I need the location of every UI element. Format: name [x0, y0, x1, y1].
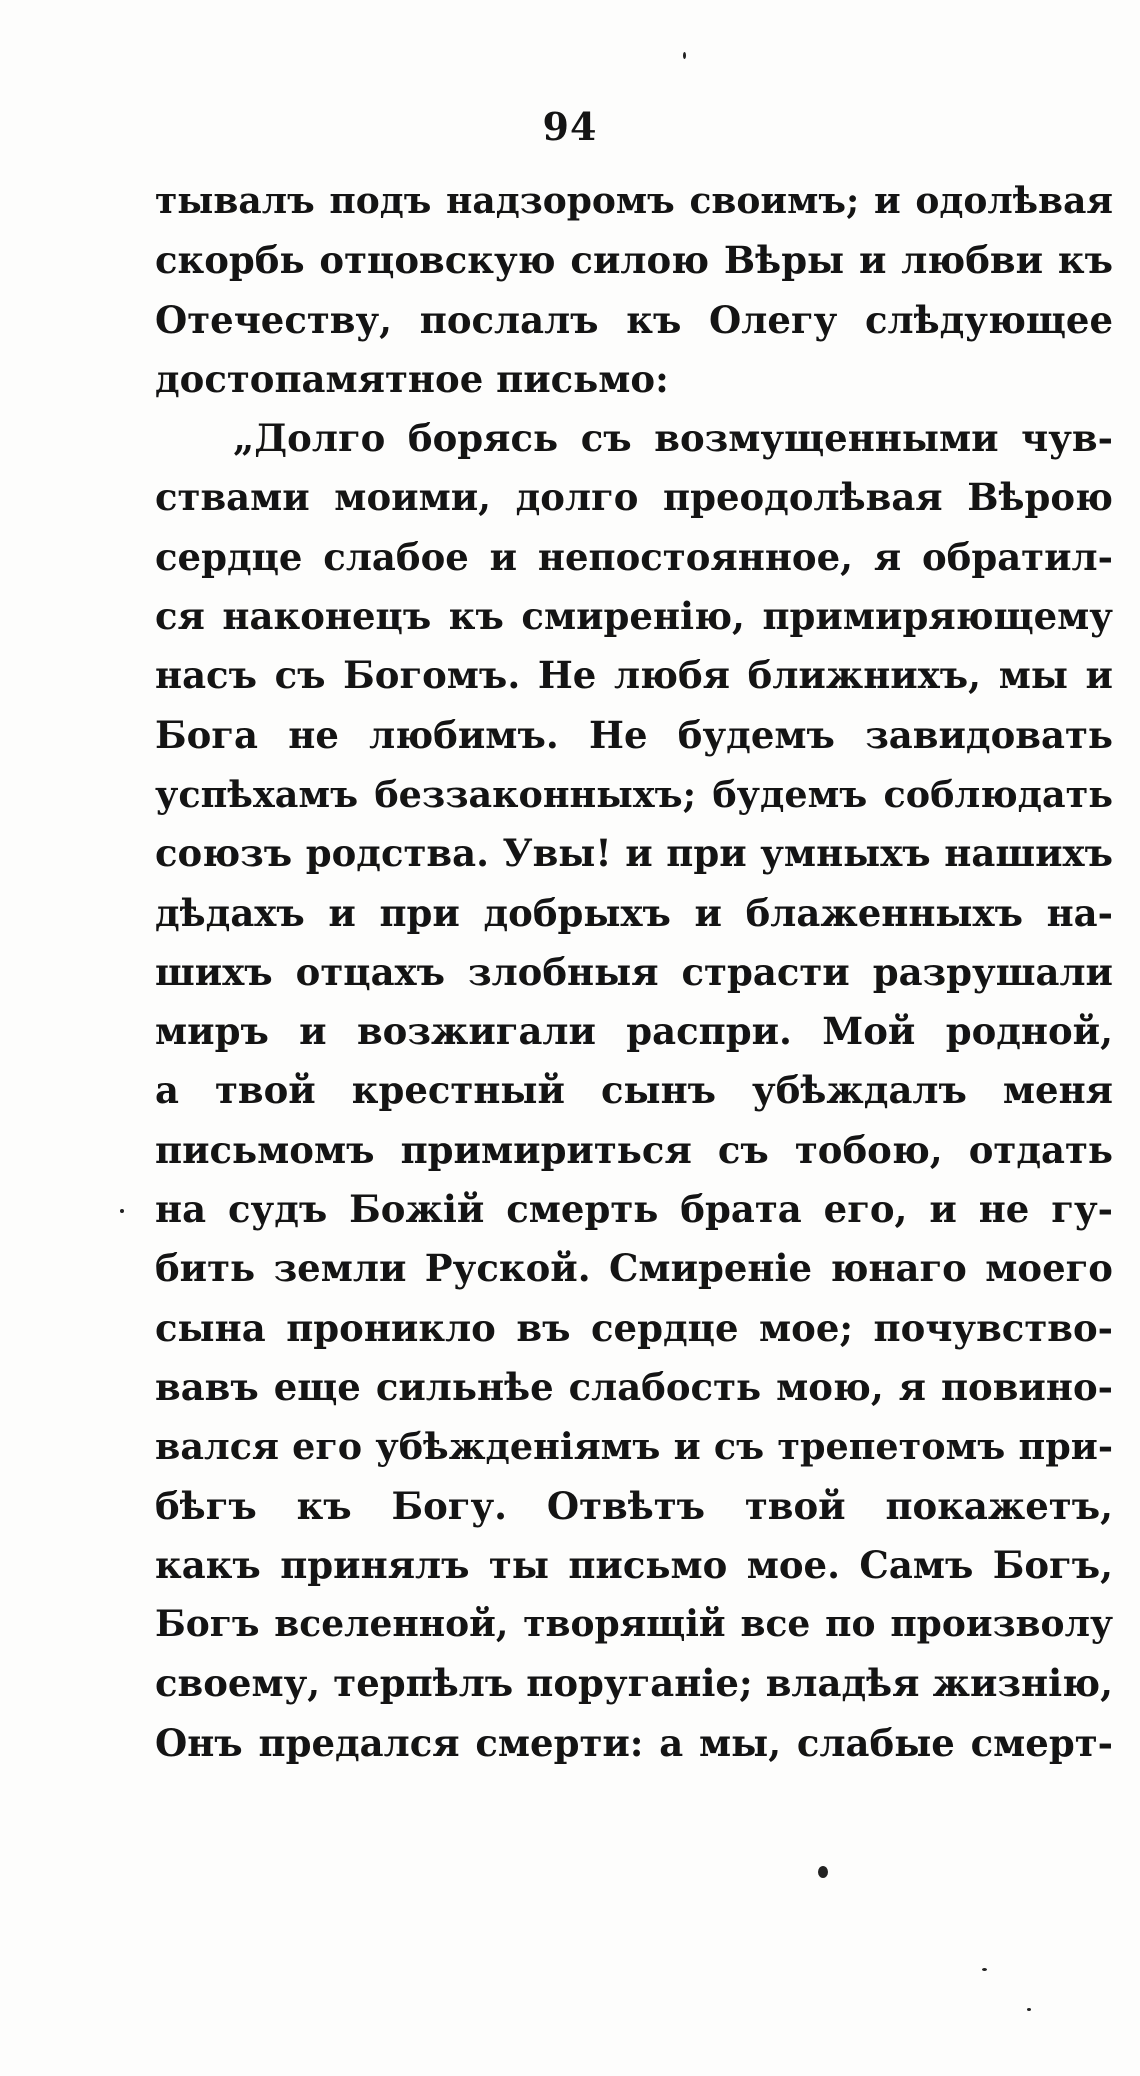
text-line: а твой крестный сынъ убѣждалъ меня	[155, 1068, 1113, 1113]
text-line: насъ съ Богомъ. Не любя ближнихъ, мы и	[155, 653, 1113, 698]
text-line: достопамятное письмо:	[155, 356, 669, 401]
scan-speck	[1027, 2008, 1031, 2011]
text-line: бѣгъ къ Богу. Отвѣтъ твой покажетъ,	[155, 1483, 1113, 1528]
text-line: какъ принялъ ты письмо мое. Самъ Богъ,	[155, 1542, 1113, 1587]
text-line: ся наконецъ къ смиренію, примиряющему	[155, 594, 1113, 639]
text-line: вавъ еще сильнѣе слабость мою, я повино-	[155, 1364, 1113, 1409]
text-line: своему, терпѣлъ поруганіе; владѣя жизнію,	[155, 1661, 1113, 1706]
text-line: шихъ отцахъ злобныя страсти разрушали	[155, 949, 1113, 994]
scan-speck	[120, 1209, 124, 1213]
text-line: Бога не любимъ. Не будемъ завидовать	[155, 712, 1113, 757]
text-line: „Долго борясь съ возмущенными чув-	[233, 416, 1113, 461]
text-line: успѣхамъ беззаконныхъ; будемъ соблюдать	[155, 772, 1113, 816]
scan-speck	[683, 52, 686, 59]
scan-speck	[982, 1968, 987, 1971]
text-line: дѣдахъ и при добрыхъ и блаженныхъ на-	[155, 890, 1113, 935]
text-line: сердце слабое и непостоянное, я обратил-	[155, 534, 1113, 579]
text-line: Богъ вселенной, творящій все по произволу	[155, 1603, 1113, 1646]
text-line: Онъ предался смерти: а мы, слабые смерт-	[155, 1720, 1113, 1765]
text-line: на судъ Божій смерть брата его, и не гу-	[155, 1187, 1113, 1232]
text-line: ствами моими, долго преодолѣвая Вѣрою	[155, 475, 1113, 520]
text-line: бить земли Руской. Смиреніе юнаго моего	[155, 1246, 1113, 1291]
text-line: письмомъ примириться съ тобою, отдать	[155, 1127, 1113, 1172]
scan-speck	[818, 1866, 828, 1878]
text-line: сына проникло въ сердце мое; почувство-	[155, 1305, 1113, 1350]
text-line: вался его убѣжденіямъ и съ трепетомъ при-	[155, 1425, 1113, 1469]
text-line: Отечеству, послалъ къ Олегу слѣдующее	[155, 297, 1113, 342]
text-line: миръ и возжигали распри. Мой родной,	[155, 1009, 1113, 1054]
text-line: скорбь отцовскую силою Вѣры и любви къ	[155, 238, 1113, 283]
page-number: 94	[542, 104, 598, 149]
body-text	[155, 172, 1113, 1773]
text-line: союзъ родства. Увы! и при умныхъ нашихъ	[155, 831, 1113, 876]
text-line: тывалъ подъ надзоромъ своимъ; и одолѣвая	[155, 180, 1113, 222]
